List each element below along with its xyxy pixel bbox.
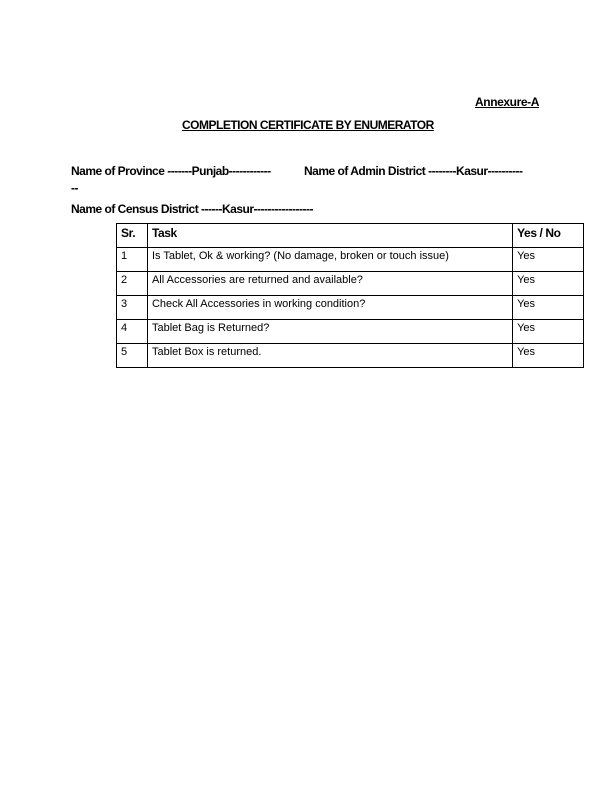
admin-district-field-wrap: -- [71,181,78,195]
cell-task: All Accessories are returned and available? [147,272,512,296]
cell-answer: Yes [513,272,584,296]
cell-task: Is Tablet, Ok & working? (No damage, broken or touch issue) [147,248,512,272]
header-yes-no: Yes / No [513,224,584,248]
cell-task: Tablet Bag is Returned? [147,320,512,344]
table-row [117,296,584,320]
cell-sr: 3 [117,296,148,320]
page-title: COMPLETION CERTIFICATE BY ENUMERATOR [182,118,434,132]
annexure-label: Annexure-A [475,95,540,109]
checklist-table [116,223,584,368]
admin-district-field: Name of Admin District --------Kasur---------- [304,164,523,178]
cell-task: Check All Accessories in working condition? [147,296,512,320]
header-sr: Sr. [117,224,148,248]
cell-sr: 4 [117,320,148,344]
cell-answer: Yes [513,248,584,272]
cell-task: Tablet Box is returned. [147,344,512,368]
table-row [117,344,584,368]
cell-sr: 2 [117,272,148,296]
table-row [117,272,584,296]
province-field: Name of Province -------Punjab------------ [71,164,271,178]
table-row [117,320,584,344]
cell-answer: Yes [513,296,584,320]
cell-answer: Yes [513,344,584,368]
cell-answer: Yes [513,320,584,344]
cell-sr: 1 [117,248,148,272]
header-task: Task [147,224,512,248]
table-header-row [117,224,584,248]
census-district-field: Name of Census District ------Kasur----------------- [71,202,313,216]
table-row [117,248,584,272]
cell-sr: 5 [117,344,148,368]
